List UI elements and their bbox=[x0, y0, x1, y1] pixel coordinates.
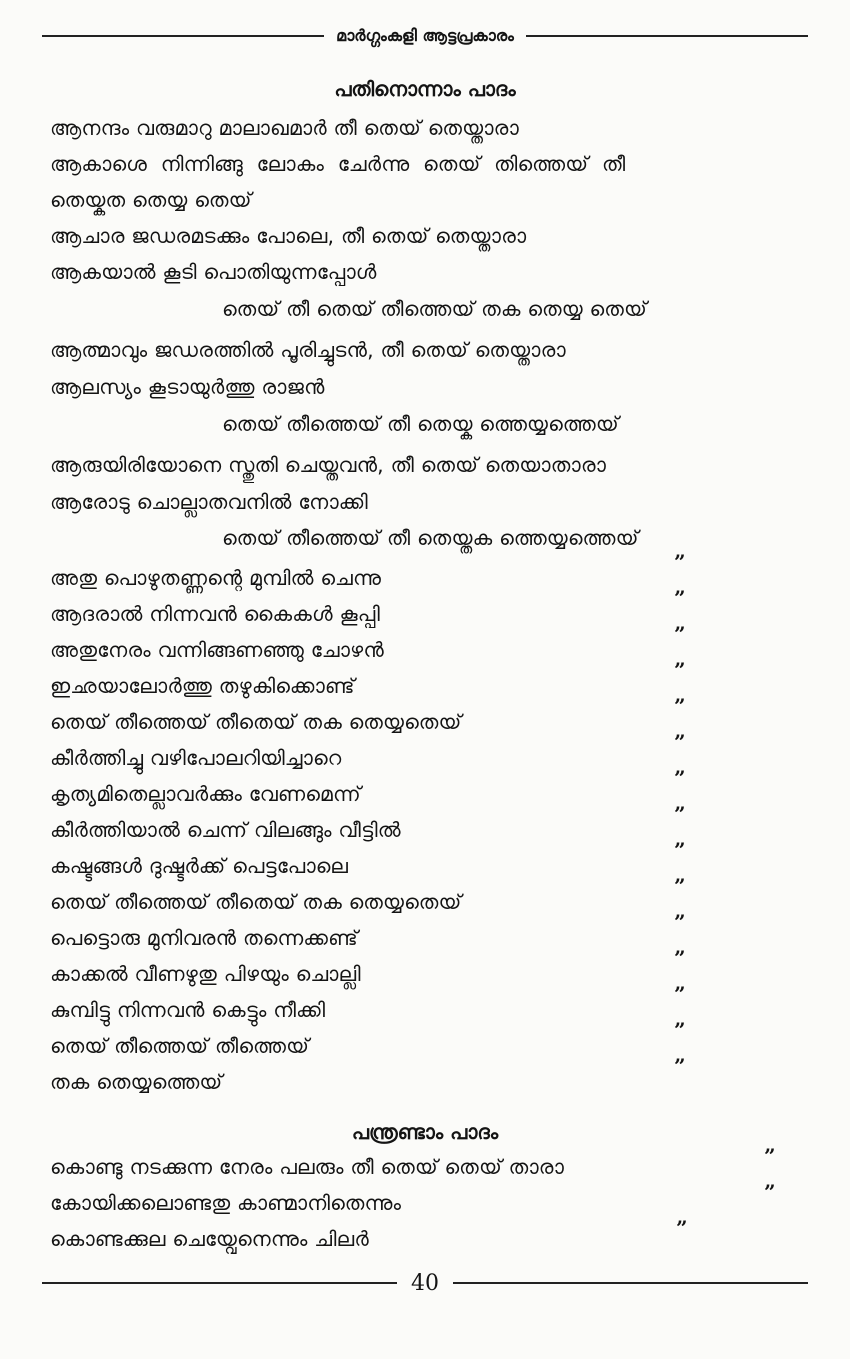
verse-line: ആകാശെ നിന്നിങ്ങു ലോകം ചേർന്നു തെയ് തിത്തെയ് തീ bbox=[50, 152, 626, 176]
header-rule-right bbox=[526, 35, 808, 37]
verse-line: ആത്മാവും ജഡരത്തിൽ പൂരിച്ചുടൻ, തീ തെയ് തെയ്താരാ bbox=[50, 338, 566, 362]
ditto-mark: ” bbox=[674, 802, 686, 826]
ditto-mark: ” bbox=[674, 586, 686, 610]
ditto-mark: ” bbox=[674, 766, 686, 790]
verse-line: കീർത്തിച്ചു വഴിപോലറിയിച്ചാറെ bbox=[50, 746, 342, 770]
verse-line: കാക്കൽ വീണഴുതു പിഴയും ചൊല്ലി bbox=[50, 962, 361, 986]
verse-line: തെയ്കത തെയ്യ തെയ് bbox=[50, 188, 252, 212]
ditto-mark: ” bbox=[674, 1054, 686, 1078]
page-footer bbox=[42, 1268, 808, 1298]
verse-line: ആരുയിരിയോനെ സ്തുതി ചെയ്തവൻ, തീ തെയ് തെയാതാരാ bbox=[50, 453, 607, 477]
page-number: 40 bbox=[411, 1270, 439, 1296]
section-title-11: പതിനൊന്നാം പാദം bbox=[334, 77, 516, 101]
ditto-mark: ” bbox=[674, 982, 686, 1006]
ditto-mark: ” bbox=[674, 658, 686, 682]
ditto-mark: ” bbox=[676, 1216, 688, 1240]
verse-line: ആകയാൽ കൂടി പൊതിയുന്നപ്പോൾ bbox=[50, 260, 377, 284]
footer-rule-left bbox=[42, 1282, 397, 1284]
refrain-line: തെയ് തീത്തെയ് തീ തെയ്ക ത്തെയ്യത്തെയ് bbox=[222, 412, 619, 436]
ditto-mark: ” bbox=[674, 946, 686, 970]
ditto-mark: ” bbox=[674, 1018, 686, 1042]
ditto-mark: ” bbox=[764, 1180, 776, 1204]
verse-line: കഷ്ടങ്ങൾ ദുഷ്ടർക്ക് പെട്ടപോലെ bbox=[50, 854, 349, 878]
verse-line: കൊണ്ടു നടക്കുന്ന നേരം പലരും തീ തെയ് തെയ് താരാ bbox=[50, 1155, 565, 1179]
ditto-mark: ” bbox=[674, 838, 686, 862]
verse-line: തെയ് തീത്തെയ് തീത്തെയ് bbox=[50, 1034, 310, 1058]
verse-line: ആലസ്യം കൂടായുർത്തു രാജൻ bbox=[50, 375, 325, 399]
verse-line: അതുനേരം വന്നിങ്ങണഞ്ഞു ചോഴൻ bbox=[50, 638, 384, 662]
verse-line: കോയിക്കലൊണ്ടതു കാണ്മാനിതെന്നും bbox=[50, 1191, 402, 1215]
ditto-mark: ” bbox=[674, 730, 686, 754]
section-title-12: പന്ത്രണ്ടാം പാദം bbox=[351, 1120, 499, 1144]
ditto-mark: ” bbox=[674, 874, 686, 898]
verse-line: തെയ് തീത്തെയ് തീതെയ് തക തെയ്യതെയ് bbox=[50, 710, 462, 734]
ditto-mark: ” bbox=[674, 550, 686, 574]
running-header bbox=[42, 22, 808, 50]
verse-line: പെട്ടൊരു മുനിവരൻ തന്നെക്കണ്ട് bbox=[50, 926, 358, 950]
verse-line: അതു പൊഴുതണ്ണന്റെ മുമ്പിൽ ചെന്നു bbox=[50, 566, 382, 590]
refrain-line: തെയ് തീ തെയ് തീത്തെയ് തക തെയ്യ തെയ് bbox=[222, 297, 647, 321]
ditto-mark: ” bbox=[674, 694, 686, 718]
verse-line: ഇഛയാലോർത്തു തഴുകിക്കൊണ്ട് bbox=[50, 674, 355, 698]
verse-line: കീർത്തിയാൽ ചെന്ന് വിലങ്ങും വീട്ടിൽ bbox=[50, 818, 401, 842]
verse-line: തെയ് തീത്തെയ് തീതെയ് തക തെയ്യതെയ് bbox=[50, 890, 462, 914]
ditto-mark: ” bbox=[674, 910, 686, 934]
verse-line: കൃത്യമിതെല്ലാവർക്കും വേണമെന്ന് bbox=[50, 782, 361, 806]
verse-line: കൊണ്ടക്കുല ചെയ്വേനെന്നും ചിലർ bbox=[50, 1227, 369, 1251]
ditto-mark: ” bbox=[674, 622, 686, 646]
verse-line: ആദരാൽ നിന്നവൻ കൈകൾ കൂപ്പി bbox=[50, 602, 380, 626]
header-rule-left bbox=[42, 35, 324, 37]
ditto-mark: ” bbox=[764, 1144, 776, 1168]
verse-line: തക തെയ്യത്തെയ് bbox=[50, 1070, 223, 1094]
running-header-title: മാർഗ്ഗംകളി ആട്ടപ്രകാരം bbox=[336, 26, 514, 45]
verse-line: ആനന്ദം വരുമാറു മാലാഖമാർ തീ തെയ് തെയ്താരാ bbox=[50, 116, 519, 140]
verse-line: കുമ്പിട്ടു നിന്നവൻ കെട്ടും നീക്കി bbox=[50, 998, 326, 1022]
verse-line: ആരോടു ചൊല്ലാതവനിൽ നോക്കി bbox=[50, 490, 368, 514]
refrain-line: തെയ് തീത്തെയ് തീ തെയ്തക ത്തെയ്യത്തെയ് bbox=[222, 526, 639, 550]
verse-line: ആചാര ജഡരമടക്കും പോലെ, തീ തെയ് തെയ്താരാ bbox=[50, 224, 527, 248]
footer-rule-right bbox=[453, 1282, 808, 1284]
